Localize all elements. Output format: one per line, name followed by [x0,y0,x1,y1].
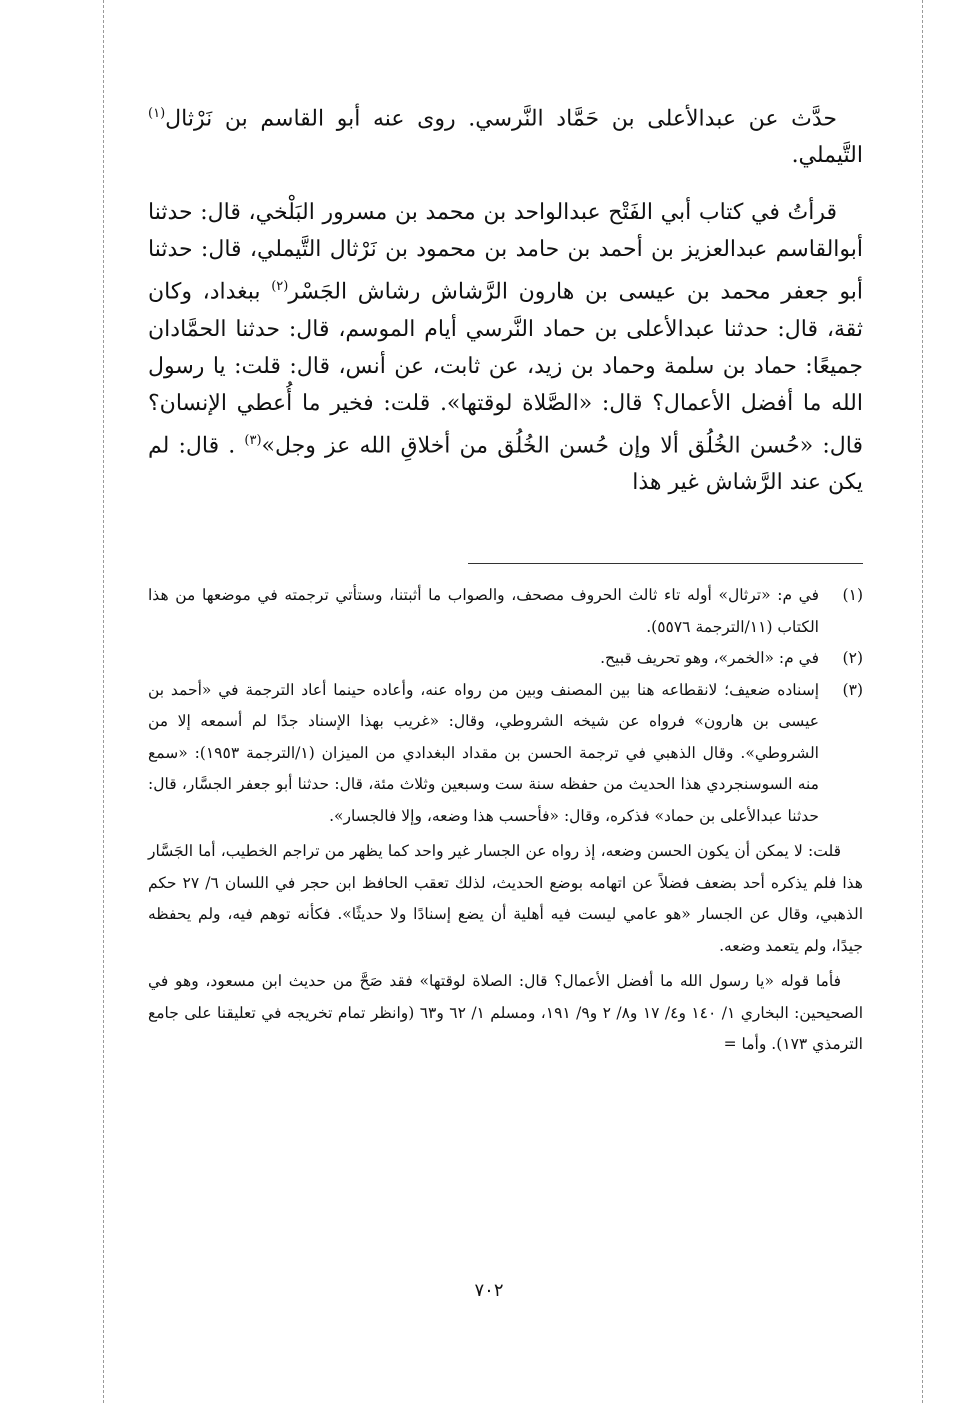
hadith-text-b: ببغداد، وكان ثقة، قال: حدثنا عبدالأعلى بن حماد النَّرسي أيام الموسم، قال: حدثنا الحمَّادان جميعًا: حماد بن سلمة وحماد بن زيد، عن ثابت، عن أنس، قال: قلت: يا رسول الله ما أفضل الأعمال؟ قال: «الصَّلاة لوقتها». قلت: فخير ما أُعطي الإنسان؟ قال: «حُسن الخُلُق ألا وإن حُسن الخُلُق من أخلاقِ الله عز وجل» [148,279,863,458]
bio-paragraph [148,95,863,174]
footnote-ref-3: (٣) [244,432,262,448]
footnote-2 [148,643,863,675]
hadith-text-a: قرأتُ في كتاب أبي الفَتْح عبدالواحد بن محمد بن مسرور البَلْخي، قال: حدثنا أبوالقاسم عبدالعزيز بن أحمد بن حامد بن محمود بن نَرْثال التَّيملي، قال: حدثنا أبو جعفر محمد بن عيسى بن هارون الرَّشاش رشاش الجَسْر [148,200,863,305]
footnote-separator [468,563,863,564]
footnote-ref-2: (٢) [271,279,289,295]
page-number: ٧٠٢ [474,1280,504,1301]
footnote-number: (١) [842,586,863,604]
footnote-comment: فأما قوله «يا رسول الله ما أفضل الأعمال؟ قال: الصلاة لوقتها» فقد صَحَّ من حديث ابن مسعود، وهو في الصحيحين: البخاري ١/ ١٤٠ و٤/ ١٧ و٨/ ٢ و٩/ ١٩١، ومسلم ١/ ٦٢ و٦٣ (وانظر تمام تخريجه في تعليقنا على جامع الترمذي ١٧٣). وأما = [148,972,864,1053]
footnote-number: (٣) [842,680,863,699]
left-page-edge [103,0,104,1403]
bio-text: حدَّث عن عبدالأعلى بن حَمَّاد النَّرسي. روى عنه أبو القاسم بن نَرْثال [165,106,837,132]
footnote-text: في م: «ترثال» أوله تاء ثالث الحروف مصحف، والصواب ما أثبتنا، وستأتي ترجمته في موضعها من هذا الكتاب (١١/الترجمة ٥٥٧٦). [148,586,819,636]
footnote-ref-1: (١) [148,106,166,121]
footnotes [148,580,863,1061]
footnote-3 [148,675,863,833]
hadith-text-c: . قال: لم يكن عند الرَّشاش غير هذا [148,432,863,495]
footnote-comment: قلت: لا يمكن أن يكون الحسن وضعه، إذ رواه عن الجسار غير واحد كما يظهر من تراجم الخطيب، أما الجَسَّار هذا فلم يذكره أحد بضعف فضلاً عن اتهامه بوضع الحديث، لذلك تعقب الحافظ ابن حجر في اللسان ٦/ ٢٧ حكم الذهبي، وقال عن الجسار «هو عامي ليست فيه أهلية أن يضع إسنادًا ولا حديثًا». فكأنه توهم فيه، ولم يحفظه جيدًا، ولم يتعمد وضعه. [148,842,863,955]
footnote-number: (٢) [842,649,863,667]
footnote-text: في م: «الخمر»، وهو تحريف قبيح. [600,649,819,667]
main-text [148,95,863,501]
footnote-text: إسناده ضعيف؛ لانقطاعه هنا بين المصنف وبين من رواه عنه، وأعاده حينما أعاد الترجمة في «أحمد بن عيسى بن هارون» فرواه عن شيخه الشروطي، وقال: «غريب بهذا الإسناد جدًا لم أسمعه إلا من الشروطي». وقال الذهبي في ترجمة الحسن بن مقداد البغدادي من الميزان (١/الترجمة ١٩٥٣): «سمع منه السوسنجردي هذا الحديث من حفظه سنة ست وسبعين وثلاث مئة، قال: حدثنا أبو جعفر الجسَّار، قال: حدثنا عبدالأعلى بن حماد» فذكره، وقال: «فأحسب هذا وضعه، وإلا فالجسار». [148,680,819,825]
hadith-paragraph [148,194,863,501]
bio-text-end: التَّيملي. [791,143,863,169]
right-page-edge [922,0,923,1403]
footnote-1 [148,580,863,643]
